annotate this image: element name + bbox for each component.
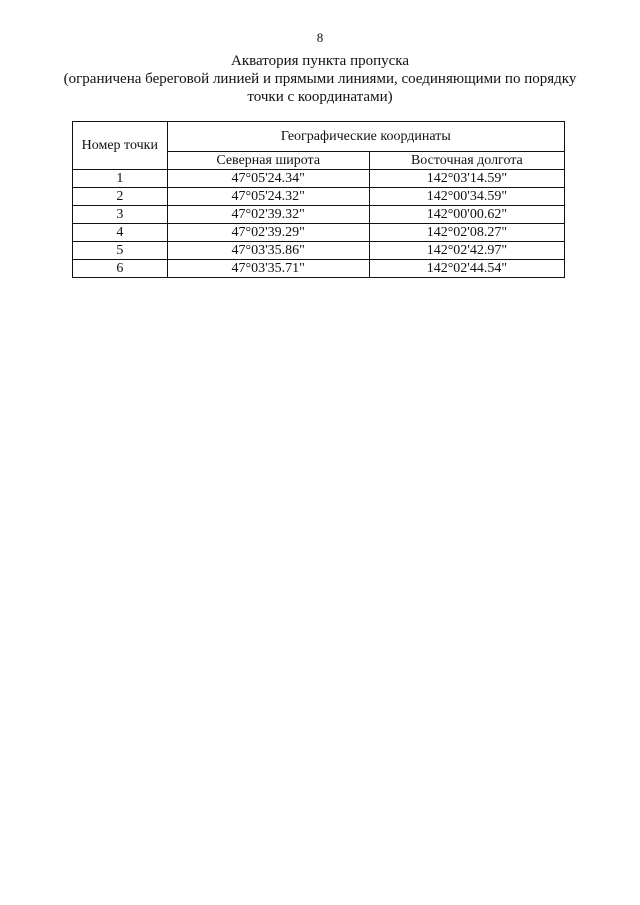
cell-point-number: 5 <box>73 242 168 260</box>
cell-point-number: 3 <box>73 206 168 224</box>
table-row <box>73 170 565 188</box>
cell-latitude: 47°02'39.32" <box>167 206 369 224</box>
cell-longitude: 142°03'14.59" <box>369 170 564 188</box>
table-row <box>73 188 565 206</box>
cell-longitude: 142°02'44.54" <box>369 260 564 278</box>
header-north-latitude: Северная широта <box>167 152 369 170</box>
cell-latitude: 47°03'35.71" <box>167 260 369 278</box>
header-east-longitude: Восточная долгота <box>369 152 564 170</box>
heading-title: Акватория пункта пропуска <box>230 53 410 69</box>
cell-latitude: 47°05'24.34" <box>167 170 369 188</box>
coordinates-table <box>72 121 565 278</box>
header-geo-coordinates: Географические координаты <box>167 122 564 152</box>
cell-longitude: 142°00'34.59" <box>369 188 564 206</box>
table-row <box>73 206 565 224</box>
cell-longitude: 142°00'00.62" <box>369 206 564 224</box>
cell-point-number: 6 <box>73 260 168 278</box>
table-row <box>73 260 565 278</box>
cell-latitude: 47°03'35.86" <box>167 242 369 260</box>
heading-subtitle-line2: точки с координатами) <box>247 89 393 105</box>
document-heading <box>40 52 600 106</box>
cell-point-number: 1 <box>73 170 168 188</box>
header-point-number: Номер точки <box>73 122 168 170</box>
cell-point-number: 2 <box>73 188 168 206</box>
page-number: 8 <box>316 30 324 45</box>
table-row <box>73 224 565 242</box>
cell-longitude: 142°02'42.97" <box>369 242 564 260</box>
cell-latitude: 47°02'39.29" <box>167 224 369 242</box>
cell-longitude: 142°02'08.27" <box>369 224 564 242</box>
heading-subtitle-line1: (ограничена береговой линией и прямыми линиями, соединяющими по порядку <box>63 71 577 87</box>
table-row <box>73 242 565 260</box>
cell-point-number: 4 <box>73 224 168 242</box>
cell-latitude: 47°05'24.32" <box>167 188 369 206</box>
